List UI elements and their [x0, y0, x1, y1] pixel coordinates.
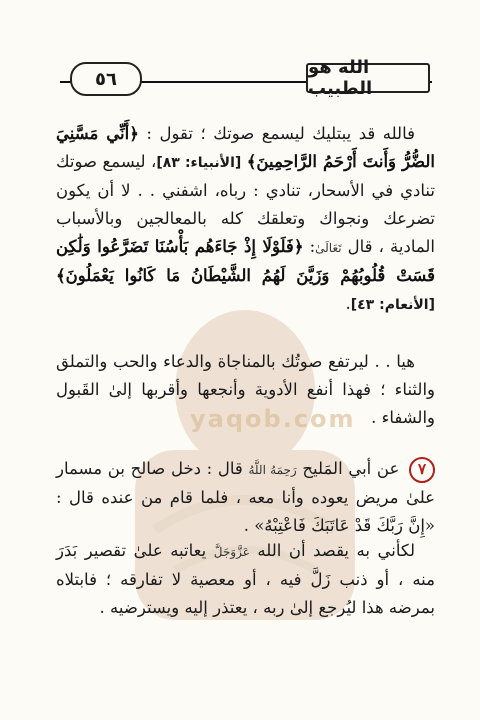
p3-text-b: قال : دخل صالح بن مسمار علىٰ مريض يعوده وأنا معه ، فلما قام من عنده قال : «إِنَّ رَبَّكَ قَدْ عَاتَبَكَ فَاعْتِبْهُ» . [56, 459, 435, 535]
quran-verse-2: ﴿فَلَوْلَا إِذْ جَاءَهُم بَأْسُنَا تَضَرَّعُوا وَلَٰكِن قَسَتْ قُلُوبُهُمْ وَزَيَّنَ لَهُمُ الشَّيْطَانُ مَا كَانُوا يَعْمَلُونَ﴾ [56, 237, 435, 285]
paragraph-4 [56, 537, 435, 622]
paragraph-3 [56, 455, 435, 540]
verse-reference-1: [الأنبياء: ٨٣] [156, 155, 242, 171]
p1-text-c: : [309, 237, 316, 256]
p1-text-d: . [345, 294, 351, 313]
item-number-badge: ٧ [409, 457, 435, 483]
p1-text-b: ، ليسمع صوتك تنادي في الأسحار، تنادي : رباه، اشفني . . لا أن يكون تضرعك ونجواك وتعلقك كله بالمعالجين وبالأسباب المادية ، قال [56, 152, 435, 256]
page-header [0, 58, 480, 98]
p4-text-b: يعاتبه علىٰ تقصير بَدَرَ منه ، أو ذنب زَلَّ فيه ، أو معصية لا تفارقه ؛ فابتلاه بمرضه هذا ليُرجع إلىٰ ربه ، يعتذر إليه ويسترضيه . [56, 541, 435, 617]
p1-text-a: فالله قد يبتليك ليسمع صوتك ؛ تقول : [146, 124, 416, 143]
honorific-3: عَزَّوَجَلَّ [213, 545, 250, 559]
quran-verse-1: ﴿أَنِّي مَسَّنِيَ الضُّرُّ وَأَنتَ أَرْحَمُ الرَّاحِمِينَ﴾ [56, 124, 435, 171]
verse-reference-2: [الأنعام: ٤٣] [350, 297, 435, 313]
honorific-1: تَعَالَىٰ [315, 241, 342, 255]
p3-text-a: عن أبي المَليح [302, 459, 400, 478]
p4-text-a: لكأني به يقصد أن الله [257, 541, 416, 560]
page-number: ٥٦ [70, 62, 142, 96]
paragraph-1 [56, 120, 435, 319]
running-title: الله هو الطبيب [306, 63, 430, 93]
p2-text: هيا . . ليرتفع صوتُك بالمناجاة والدعاء والحب والتملق والثناء ؛ فهذا أنفع الأدوية وأنجعها وأقربها إلىٰ القَبول والشفاء . [56, 352, 435, 427]
watermark-text: yaqob.com [190, 405, 356, 433]
paragraph-2 [56, 348, 435, 432]
honorific-2: رَحِمَهُ اللَّهُ [248, 463, 297, 477]
